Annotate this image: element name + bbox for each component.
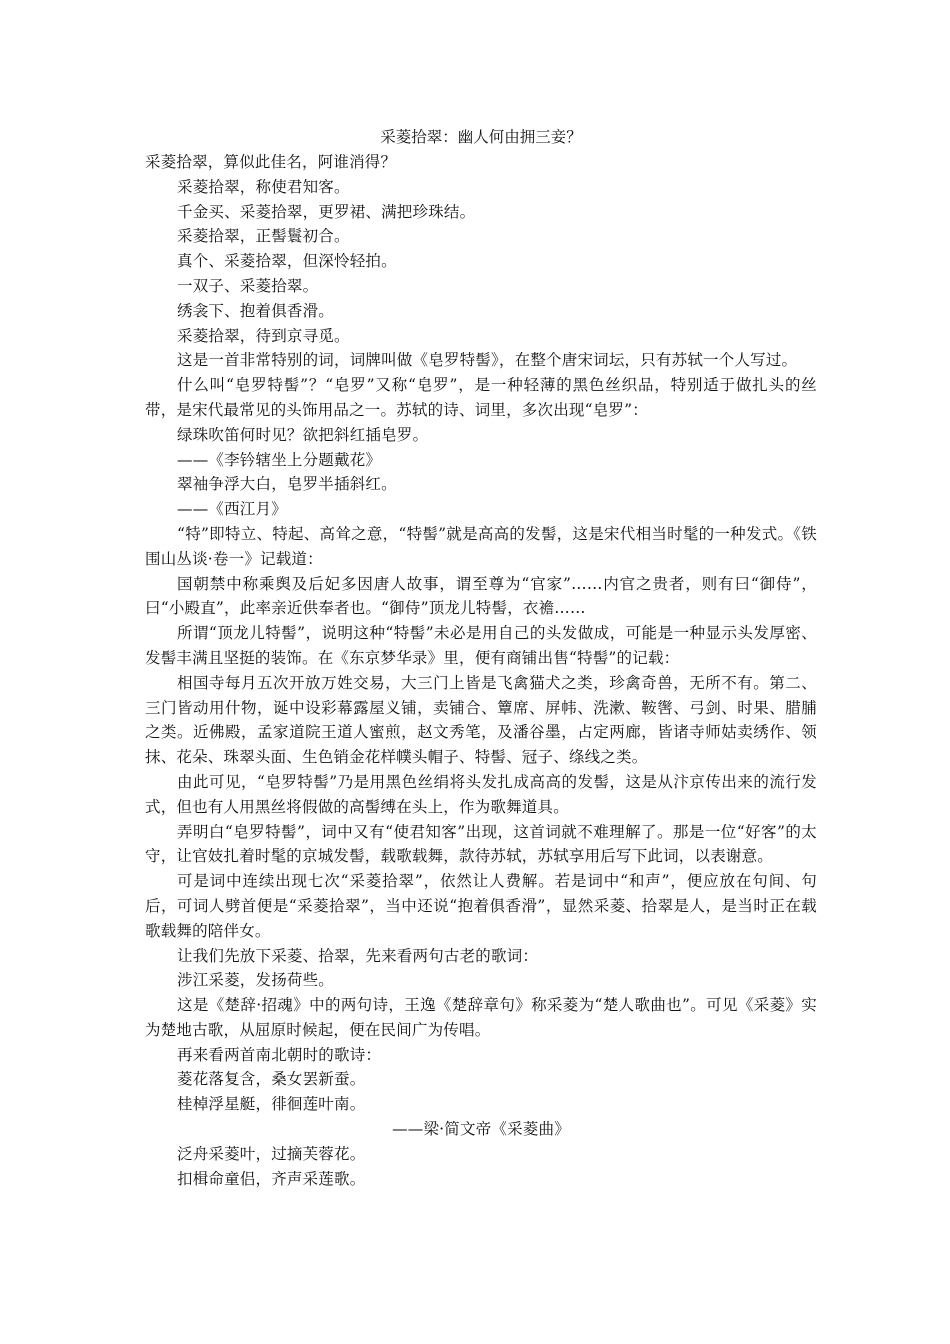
paragraph: 采菱拾翠，待到京寻觅。 — [177, 326, 350, 345]
paragraph: 国朝禁中称乘舆及后妃多因唐人故事，谓至尊为“官家”……内官之贵者，则有曰“御侍”，曰“小殿直”，此率亲近供奉者也。“御侍”顶龙儿特髻，衣襜…… — [145, 574, 817, 618]
paragraph: ——《西江月》 — [177, 500, 287, 519]
paragraph: 菱花落复含，桑女罢新蚕。 — [177, 1070, 366, 1089]
paragraph-list — [145, 150, 817, 1191]
paragraph: “特”即特立、特起、高耸之意，“特髻”就是高高的发髻，这是宋代相当时髦的一种发式。《铁围山丛谈·卷一》记载道： — [145, 524, 817, 568]
paragraph: ——《李钤辖坐上分题戴花》 — [177, 450, 382, 469]
paragraph: 一双子、采菱拾翠。 — [177, 276, 319, 295]
paragraph: 这是一首非常特别的词，词牌叫做《皂罗特髻》，在整个唐宋词坛，只有苏轼一个人写过。 — [177, 351, 798, 370]
paragraph: 绣衾下、抱着俱香滑。 — [177, 301, 335, 320]
paragraph: 绿珠吹笛何时见？欲把斜红插皂罗。 — [177, 425, 429, 444]
paragraph: 千金买、采菱拾翠，更罗裙、满把珍珠结。 — [177, 202, 476, 221]
paragraph: 扣楫命童侣，齐声采莲歌。 — [177, 1169, 366, 1188]
paragraph: 采菱拾翠，算似此佳名，阿谁消得？ — [145, 153, 397, 171]
paragraph: 采菱拾翠，称使君知客。 — [177, 177, 350, 196]
paragraph: 涉江采菱，发扬荷些。 — [177, 971, 335, 990]
paragraph: 真个、采菱拾翠，但深怜轻拍。 — [177, 252, 397, 271]
paragraph: 泛舟采菱叶，过摘芙蓉花。 — [177, 1144, 366, 1163]
paragraph: 可是词中连续出现七次“采菱拾翠”，依然让人费解。若是词中“和声”，便应放在句间、句后，可词人劈首便是“采菱拾翠”，当中还说“抱着俱香滑”，显然采菱、拾翠是人，是当时正在载歌载舞的陪伴女。 — [145, 872, 817, 940]
citation-line: ——梁·简文帝《采菱曲》 — [392, 1120, 570, 1139]
paragraph: 这是《楚辞·招魂》中的两句诗，王逸《楚辞章句》称采菱为“楚人歌曲也”。可见《采菱》实为楚地古歌，从屈原时候起，便在民间广为传唱。 — [145, 996, 817, 1039]
paragraph: 弄明白“皂罗特髻”，词中又有“使君知客”出现，这首词就不难理解了。那是一位“好客”的太守，让官妓扎着时髦的京城发髻，载歌载舞，款待苏轼，苏轼享用后写下此词，以表谢意。 — [145, 822, 817, 866]
paragraph: 什么叫“皂罗特髻”？“皂罗”又称“皂罗”，是一种轻薄的黑色丝织品，特别适于做扎头的丝带，是宋代最常见的头饰用品之一。苏轼的诗、词里，多次出现“皂罗”： — [145, 376, 817, 419]
paragraph: 相国寺每月五次开放万姓交易，大三门上皆是飞禽猫犬之类，珍禽奇兽，无所不有。第二、三门皆动用什物，诞中设彩幕露屋义铺，卖铺合、簟席、屏帏、洗漱、鞍辔、弓剑、时果、腊脯之类。近佛殿，孟家道院王道人蜜煎，赵文秀笔，及潘谷墨，占定两廊，皆诸寺师姑卖绣作、领抹、花朵、珠翠头面、生色销金花样幞头帽子、特髻、冠子、绦线之类。 — [145, 673, 817, 767]
paragraph: 翠袖争浮大白，皂罗半插斜红。 — [177, 475, 397, 494]
paragraph: 所谓“顶龙儿特髻”，说明这种“特髻”未必是用自己的头发做成，可能是一种显示头发厚密、发髻丰满且坚挺的装饰。在《东京梦华录》里，便有商铺出售“特髻”的记载： — [145, 624, 817, 667]
paragraph: 桂棹浮星艇，徘徊莲叶南。 — [177, 1095, 366, 1114]
document-title: 采菱拾翠：幽人何由拥三妾？ — [380, 128, 582, 146]
paragraph: 由此可见，“皂罗特髻”乃是用黑色丝绢将头发扎成高高的发髻，这是从汴京传出来的流行发式，但也有人用黑丝将假做的高髻缚在头上，作为歌舞道具。 — [145, 772, 817, 816]
document-body — [145, 124, 817, 1191]
paragraph: 采菱拾翠，正髻鬟初合。 — [177, 227, 350, 246]
paragraph: 让我们先放下采菱、拾翠，先来看两句古老的歌词： — [177, 946, 539, 965]
paragraph: 再来看两首南北朝时的歌诗： — [177, 1045, 382, 1064]
